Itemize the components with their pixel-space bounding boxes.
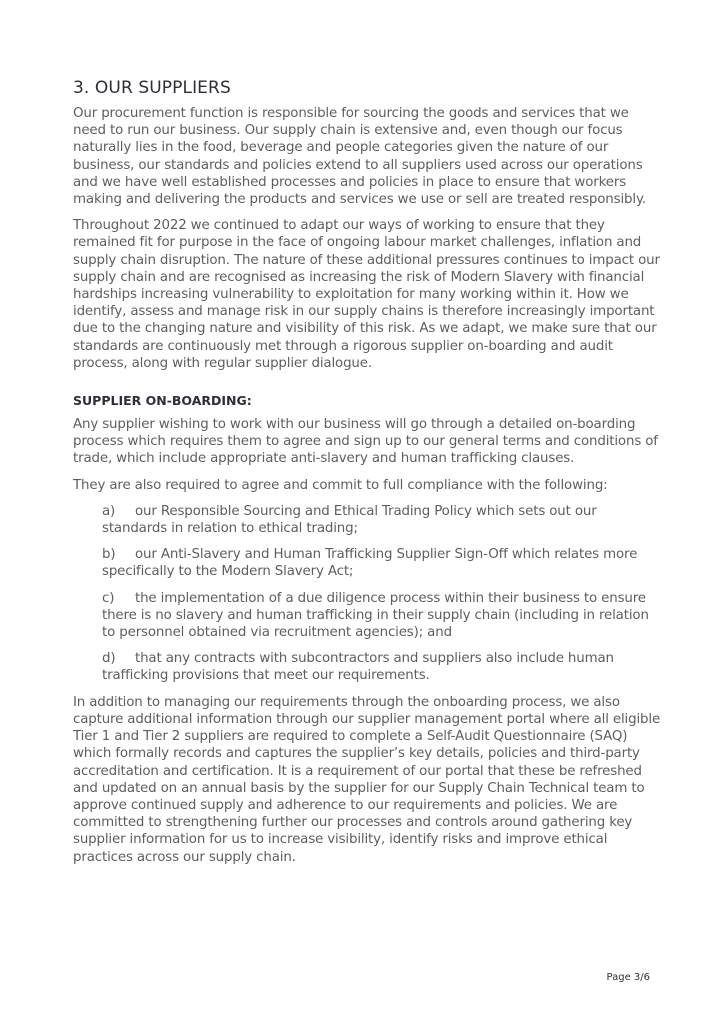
list-item-text: that any contracts with subcontractors and suppliers also include human trafficking provisions that meet our requirements. xyxy=(102,651,614,684)
list-item xyxy=(102,546,663,580)
compliance-list xyxy=(73,503,663,685)
onboarding-lead-paragraph: They are also required to agree and commit to full compliance with the following: xyxy=(73,477,608,493)
document-page xyxy=(73,76,663,875)
list-item xyxy=(102,503,663,537)
onboarding-intro-paragraph: Any supplier wishing to work with our business will go through a detailed on-boarding process which requires them to agree and sign up to our general terms and conditions of trade, which include appropriate anti-slavery and human trafficking clauses. xyxy=(73,417,658,467)
list-marker: c) xyxy=(102,590,115,606)
list-item xyxy=(102,650,663,684)
list-item-text: the implementation of a due diligence process within their business to ensure there is no slavery and human trafficking in their supply chain (including in relation to personnel obtained via recruitment agencies); and xyxy=(102,590,649,641)
list-marker: b) xyxy=(102,547,116,563)
list-item-text: our Anti-Slavery and Human Trafficking Supplier Sign-Off which relates more specifically to the Modern Slavery Act; xyxy=(102,547,638,580)
list-marker: d) xyxy=(102,651,116,667)
section-heading: 3. OUR SUPPLIERS xyxy=(73,78,231,98)
intro-paragraph: Our procurement function is responsible for sourcing the goods and services that we need to run our business. Our supply chain is extensive and, even though our focus naturally lies in the food, beverage and people categories given the nature of our business, our standards and policies extend to all suppliers used across our operations and we have well established processes and policies in place to ensure that workers making and delivering the products and services we use or sell are treated responsibly. xyxy=(73,106,646,208)
list-item xyxy=(102,590,663,642)
list-item-text: our Responsible Sourcing and Ethical Trading Policy which sets out our standards in relation to ethical trading; xyxy=(102,503,597,537)
list-marker: a) xyxy=(102,503,116,519)
context-paragraph: Throughout 2022 we continued to adapt our ways of working to ensure that they remained fit for purpose in the face of ongoing labour market challenges, inflation and supply chain disruption. The nature of these additional pressures continues to impact our supply chain and are recognised as increasing the risk of Modern Slavery with financial hardships increasing vulnerability to exploitation for many working within it. How we identify, assess and manage risk in our supply chains is therefore increasingly important due to the changing nature and visibility of this risk. As we adapt, we make sure that our standards are continuously met through a rigorous supplier on-boarding and audit process, along with regular supplier dialogue. xyxy=(73,218,660,371)
page-number: Page 3/6 xyxy=(606,972,650,983)
onboarding-heading: SUPPLIER ON-BOARDING: xyxy=(73,393,252,409)
closing-paragraph: In addition to managing our requirements through the onboarding process, we also capture additional information through our supplier management portal where all eligible Tier 1 and Tier 2 suppliers are required to complete a Self-Audit Questionnaire (SAQ) which formally records and captures the supplier’s key details, policies and third-party accreditation and certification. It is a requirement of our portal that these be refreshed and updated on an annual basis by the supplier for our Supply Chain Technical team to approve continued supply and adherence to our requirements and policies. We are committed to strengthening further our processes and controls around gathering key supplier information for us to increase visibility, identify risks and improve ethical practices across our supply chain. xyxy=(73,694,661,865)
